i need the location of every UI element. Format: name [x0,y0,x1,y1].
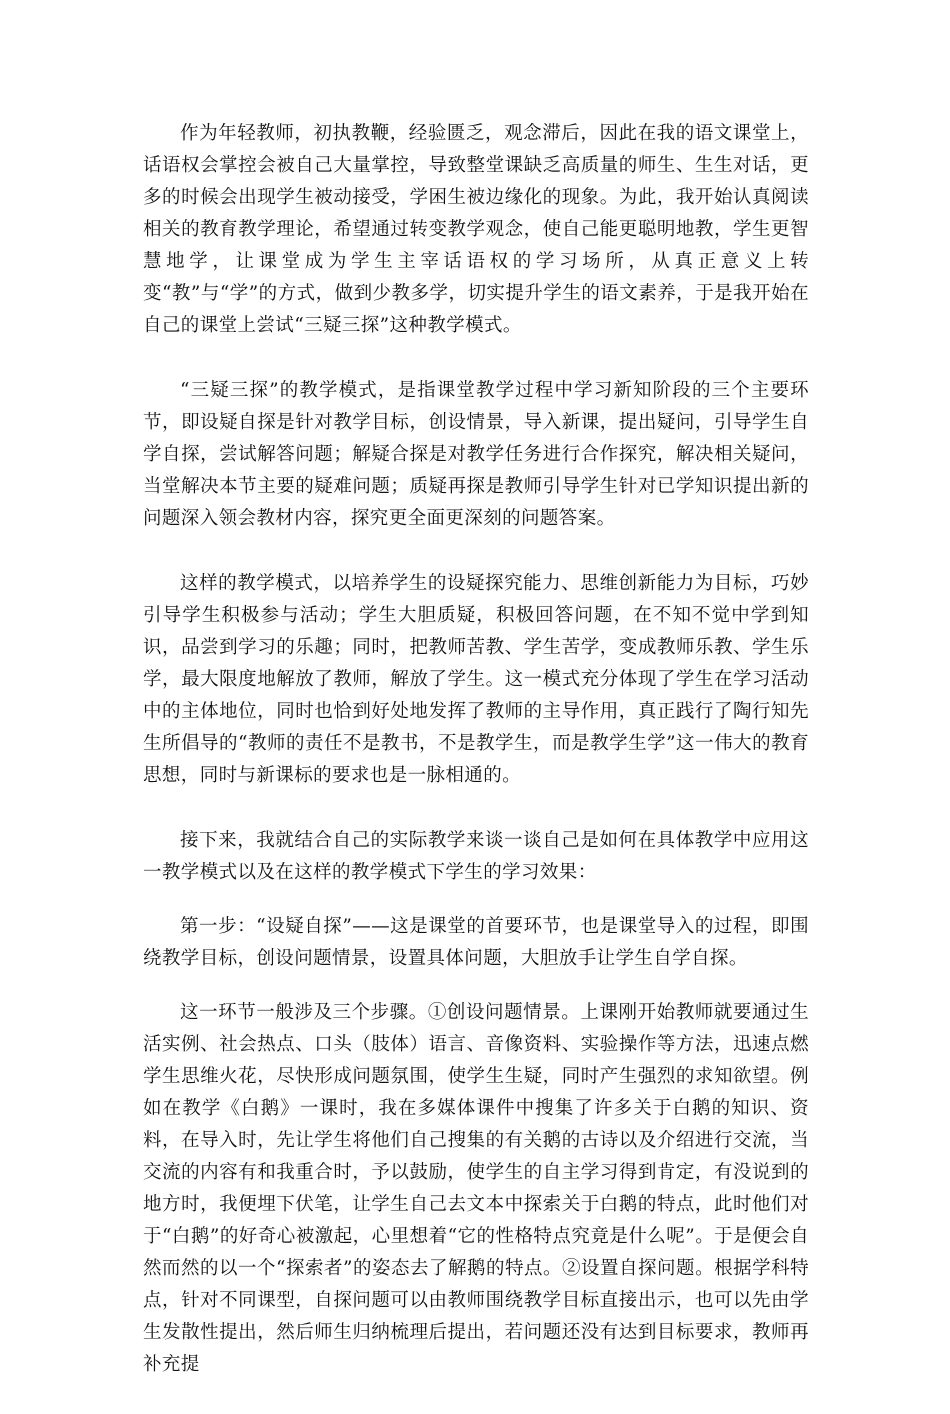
paragraph-transition: 接下来，我就结合自己的实际教学来谈一谈自己是如何在具体教学中应用这一教学模式以及在这样的教学模式下学生的学习效果： [143,830,809,883]
paragraph-model-definition: “三疑三探”的教学模式，是指课堂教学过程中学习新知阶段的三个主要环节，即设疑自探是针对教学目标，创设情景，导入新课，提出疑问，引导学生自学自探，尝试解答问题；解疑合探是对教学任务进行合作探究，解决相关疑问，当堂解决本节主要的疑难问题；质疑再探是教师引导学生针对已学知识提出新的问题深入领会教材内容，探究更全面更深刻的问题答案。 [143,380,809,529]
paragraph-intro: 作为年轻教师，初执教鞭，经验匮乏，观念滞后，因此在我的语文课堂上，话语权会掌控会被自己大量掌控，导致整堂课缺乏高质量的师生、生生对话，更多的时候会出现学生被动接受，学困生被边缘化的现象。为此，我开始认真阅读相关的教育教学理论，希望通过转变教学观念，使自己能更聪明地教，学生更智慧地学，让课堂成为学生主宰话语权的学习场所，从真正意义上转变“教”与“学”的方式，做到少教多学，切实提升学生的语文素养，于是我开始在自己的课堂上尝试“三疑三探”这种教学模式。 [143,123,809,336]
document-page [143,118,809,1414]
paragraph-step-one-detail: 这一环节一般涉及三个步骤。①创设问题情景。上课刚开始教师就要通过生活实例、社会热点、口头（肢体）语言、音像资料、实验操作等方法，迅速点燃学生思维火花，尽快形成问题氛围，使学生生疑，同时产生强烈的求知欲望。例如在教学《白鹅》一课时，我在多媒体课件中搜集了许多关于白鹅的知识、资料，在导入时，先让学生将他们自己搜集的有关鹅的古诗以及介绍进行交流，当交流的内容有和我重合时，予以鼓励，使学生的自主学习得到肯定，有没说到的地方时，我便埋下伏笔，让学生自己去文本中探索关于白鹅的特点，此时他们对于“白鹅”的好奇心被激起，心里想着“它的性格特点究竟是什么呢”。于是便会自然而然的以一个“探索者”的姿态去了解鹅的特点。②设置自探问题。根据学科特点，针对不同课型，自探问题可以由教师围绕教学目标直接出示，也可以先由学生发散性提出，然后师生归纳梳理后提出，若问题还没有达到目标要求，教师再补充提 [143,1002,809,1375]
paragraph-step-one: 第一步：“设疑自探”——这是课堂的首要环节，也是课堂导入的过程，即围绕教学目标，创设问题情景，设置具体问题，大胆放手让学生自学自探。 [143,916,809,969]
paragraph-model-benefits: 这样的教学模式，以培养学生的设疑探究能力、思维创新能力为目标，巧妙引导学生积极参与活动；学生大胆质疑，积极回答问题，在不知不觉中学到知识，品尝到学习的乐趣；同时，把教师苦教、学生苦学，变成教师乐教、学生乐学，最大限度地解放了教师，解放了学生。这一模式充分体现了学生在学习活动中的主体地位，同时也恰到好处地发挥了教师的主导作用，真正践行了陶行知先生所倡导的“教师的责任不是教书，不是教学生，而是教学生学”这一伟大的教育思想，同时与新课标的要求也是一脉相通的。 [143,573,809,786]
